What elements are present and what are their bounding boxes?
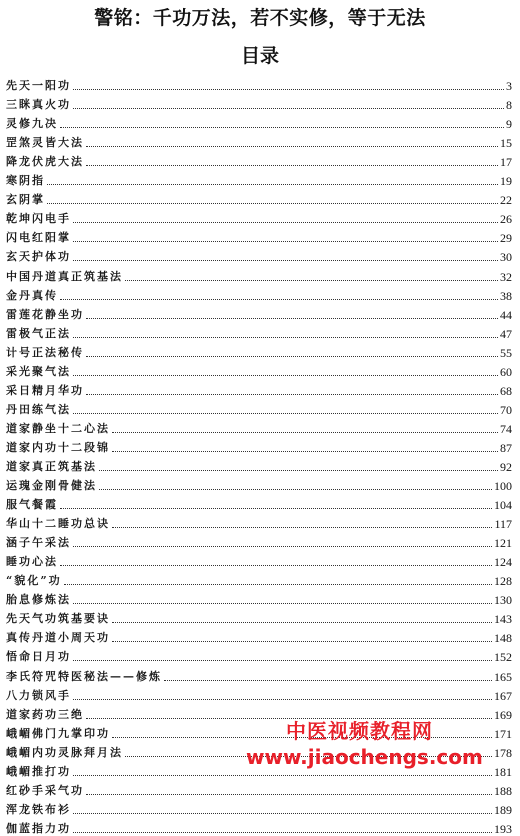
toc-dot-leader — [112, 641, 492, 642]
toc-entry[interactable] — [6, 455, 512, 474]
toc-dot-leader — [73, 375, 498, 376]
toc-entry-page-number: 124 — [494, 555, 512, 570]
toc-entry[interactable] — [6, 417, 512, 436]
toc-entry-page-number: 178 — [494, 745, 512, 760]
toc-entry-title: 罡煞灵皆大法 — [6, 136, 84, 150]
toc-dot-leader — [47, 184, 498, 185]
toc-dot-leader — [73, 413, 498, 414]
toc-entry-title: 峨嵋佛门九掌印功 — [6, 726, 110, 740]
toc-entry-title: 睡功心法 — [6, 555, 58, 569]
toc-entry-title: 寒阴指 — [6, 174, 45, 188]
toc-dot-leader — [112, 527, 492, 528]
toc-entry-page-number: 17 — [500, 155, 512, 170]
toc-entry-page-number: 117 — [494, 517, 512, 532]
toc-entry-page-number: 121 — [494, 536, 512, 551]
toc-entry-page-number: 38 — [500, 288, 512, 303]
toc-entry-title: 灵修九决 — [6, 117, 58, 131]
toc-entry[interactable] — [6, 779, 512, 798]
toc-entry-page-number: 193 — [494, 821, 512, 836]
toc-entry-page-number: 100 — [494, 479, 512, 494]
toc-entry[interactable] — [6, 531, 512, 550]
toc-entry-page-number: 87 — [500, 440, 512, 455]
toc-entry[interactable] — [6, 550, 512, 569]
toc-entry-title: 运瑰金刚骨健法 — [6, 479, 97, 493]
toc-dot-leader — [112, 451, 498, 452]
toc-entry-page-number: 128 — [494, 574, 512, 589]
toc-dot-leader — [86, 146, 498, 147]
toc-entry-title: 胎息修炼法 — [6, 593, 71, 607]
toc-entry-title: 峨嵋内功灵脉拜月法 — [6, 745, 123, 759]
toc-entry-title: 道家真正筑基法 — [6, 459, 97, 473]
toc-entry-page-number: 169 — [494, 707, 512, 722]
toc-entry-title: 服气餐霞 — [6, 498, 58, 512]
toc-entry[interactable] — [6, 645, 512, 664]
toc-entry-page-number: 15 — [500, 136, 512, 151]
toc-entry-title: 中国丹道真正筑基法 — [6, 269, 123, 283]
toc-entry[interactable] — [6, 112, 512, 131]
toc-dot-leader — [86, 356, 498, 357]
toc-dot-leader — [73, 832, 492, 833]
toc-dot-leader — [164, 680, 492, 681]
toc-dot-leader — [60, 508, 492, 509]
toc-entry-page-number: 19 — [500, 174, 512, 189]
toc-entry-page-number: 44 — [500, 307, 512, 322]
toc-entry[interactable] — [6, 207, 512, 226]
toc-entry-title: 伽蓝指力功 — [6, 821, 71, 835]
toc-entry[interactable] — [6, 284, 512, 303]
toc-entry[interactable] — [6, 512, 512, 531]
toc-entry-title: 峨嵋推打功 — [6, 764, 71, 778]
toc-entry-title: 采日精月华功 — [6, 383, 84, 397]
toc-entry-title: 涵子午采法 — [6, 536, 71, 550]
toc-entry-page-number: 148 — [494, 631, 512, 646]
toc-entry[interactable] — [6, 303, 512, 322]
toc-entry[interactable] — [6, 341, 512, 360]
toc-entry-title: 道家静坐十二心法 — [6, 421, 110, 435]
toc-list — [6, 74, 512, 836]
toc-dot-leader — [112, 432, 498, 433]
toc-entry[interactable] — [6, 607, 512, 626]
toc-dot-leader — [73, 546, 492, 547]
toc-dot-leader — [112, 622, 492, 623]
toc-entry-page-number: 74 — [500, 421, 512, 436]
toc-entry-page-number: 55 — [500, 345, 512, 360]
toc-entry[interactable] — [6, 398, 512, 417]
toc-entry[interactable] — [6, 569, 512, 588]
toc-entry-page-number: 130 — [494, 593, 512, 608]
toc-entry-title: 雷莲花静坐功 — [6, 307, 84, 321]
toc-entry-title: 玄天护体功 — [6, 250, 71, 264]
toc-entry-title: 浑龙铁布衫 — [6, 802, 71, 816]
toc-entry-page-number: 47 — [500, 326, 512, 341]
toc-entry-title: 悟命日月功 — [6, 650, 71, 664]
toc-entry-page-number: 188 — [494, 783, 512, 798]
toc-entry[interactable] — [6, 188, 512, 207]
toc-entry[interactable] — [6, 722, 512, 741]
watermark-site-name: 中医视频教程网 — [286, 719, 433, 743]
toc-entry-title: 降龙伏虎大法 — [6, 155, 84, 169]
watermark-url[interactable]: www.jiaochengs.com — [246, 745, 483, 769]
toc-entry-title: 华山十二睡功总诀 — [6, 517, 110, 531]
toc-entry[interactable] — [6, 93, 512, 112]
toc-entry-title: 乾坤闪电手 — [6, 212, 71, 226]
toc-dot-leader — [73, 337, 498, 338]
toc-entry[interactable] — [6, 74, 512, 93]
toc-entry-title: 计号正法秘传 — [6, 345, 84, 359]
toc-entry-page-number: 26 — [500, 212, 512, 227]
toc-entry-title: 先天气功筑基要诀 — [6, 612, 110, 626]
toc-entry-page-number: 9 — [506, 117, 512, 132]
toc-dot-leader — [73, 813, 492, 814]
toc-entry-title: 三眯真火功 — [6, 98, 71, 112]
toc-entry[interactable] — [6, 322, 512, 341]
toc-entry-page-number: 3 — [506, 79, 512, 94]
toc-entry-page-number: 165 — [494, 669, 512, 684]
toc-dot-leader — [60, 299, 498, 300]
toc-entry-page-number: 189 — [494, 802, 512, 817]
toc-dot-leader — [60, 565, 492, 566]
toc-entry-page-number: 92 — [500, 459, 512, 474]
toc-entry[interactable] — [6, 664, 512, 683]
toc-entry-page-number: 70 — [500, 402, 512, 417]
motto-heading: 警铭：千功万法，若不实修，等于无法 — [94, 7, 426, 29]
toc-dot-leader — [47, 203, 498, 204]
toc-entry-page-number: 181 — [494, 764, 512, 779]
toc-entry[interactable] — [6, 684, 512, 703]
toc-entry-page-number: 143 — [494, 612, 512, 627]
toc-entry-page-number: 171 — [494, 726, 512, 741]
toc-entry[interactable] — [6, 131, 512, 150]
toc-entry-page-number: 30 — [500, 250, 512, 265]
toc-entry-page-number: 22 — [500, 193, 512, 208]
toc-dot-leader — [73, 775, 492, 776]
toc-entry-title: 采光聚气法 — [6, 364, 71, 378]
toc-dot-leader — [64, 584, 492, 585]
toc-entry[interactable] — [6, 379, 512, 398]
toc-entry[interactable] — [6, 360, 512, 379]
toc-entry[interactable] — [6, 817, 512, 836]
toc-entry-page-number: 29 — [500, 231, 512, 246]
toc-dot-leader — [99, 470, 498, 471]
toc-entry[interactable] — [6, 798, 512, 817]
toc-entry-title: 八力锁风手 — [6, 688, 71, 702]
toc-dot-leader — [86, 318, 498, 319]
toc-entry-page-number: 167 — [494, 688, 512, 703]
toc-dot-leader — [125, 280, 498, 281]
toc-entry[interactable] — [6, 245, 512, 264]
toc-entry-page-number: 8 — [506, 98, 512, 113]
toc-entry[interactable] — [6, 703, 512, 722]
toc-entry[interactable] — [6, 169, 512, 188]
toc-entry-page-number: 68 — [500, 383, 512, 398]
toc-entry[interactable] — [6, 226, 512, 245]
toc-dot-leader — [73, 660, 492, 661]
toc-entry-title: 真传丹道小周天功 — [6, 631, 110, 645]
toc-dot-leader — [73, 603, 492, 604]
toc-entry-title: 李氏符咒特医秘法——修炼 — [6, 669, 162, 683]
toc-entry-title: “貌化”功 — [6, 574, 62, 588]
toc-dot-leader — [60, 127, 504, 128]
toc-dot-leader — [86, 394, 498, 395]
toc-entry-title: 金丹真传 — [6, 288, 58, 302]
toc-dot-leader — [99, 489, 492, 490]
toc-entry[interactable] — [6, 264, 512, 283]
toc-entry[interactable] — [6, 150, 512, 169]
toc-entry-title: 闪电红阳掌 — [6, 231, 71, 245]
toc-dot-leader — [73, 260, 498, 261]
toc-entry[interactable] — [6, 626, 512, 645]
toc-dot-leader — [73, 241, 498, 242]
toc-dot-leader — [86, 165, 498, 166]
toc-entry-title: 丹田练气法 — [6, 402, 71, 416]
toc-dot-leader — [73, 222, 498, 223]
toc-entry-title: 先天一阳功 — [6, 79, 71, 93]
toc-dot-leader — [86, 794, 492, 795]
toc-entry[interactable] — [6, 493, 512, 512]
toc-entry[interactable] — [6, 474, 512, 493]
toc-entry-title: 道家药功三绝 — [6, 707, 84, 721]
toc-entry-page-number: 60 — [500, 364, 512, 379]
toc-entry-title: 雷极气正法 — [6, 326, 71, 340]
toc-dot-leader — [73, 89, 504, 90]
toc-dot-leader — [73, 699, 492, 700]
toc-entry-page-number: 104 — [494, 498, 512, 513]
toc-title: 目录 — [240, 45, 279, 67]
toc-entry[interactable] — [6, 588, 512, 607]
toc-entry-title: 玄阴掌 — [6, 193, 45, 207]
toc-entry-page-number: 32 — [500, 269, 512, 284]
toc-entry[interactable] — [6, 436, 512, 455]
toc-entry-title: 红砂手采气功 — [6, 783, 84, 797]
toc-entry-title: 道家内功十二段锦 — [6, 440, 110, 454]
toc-dot-leader — [73, 108, 504, 109]
toc-entry-page-number: 152 — [494, 650, 512, 665]
